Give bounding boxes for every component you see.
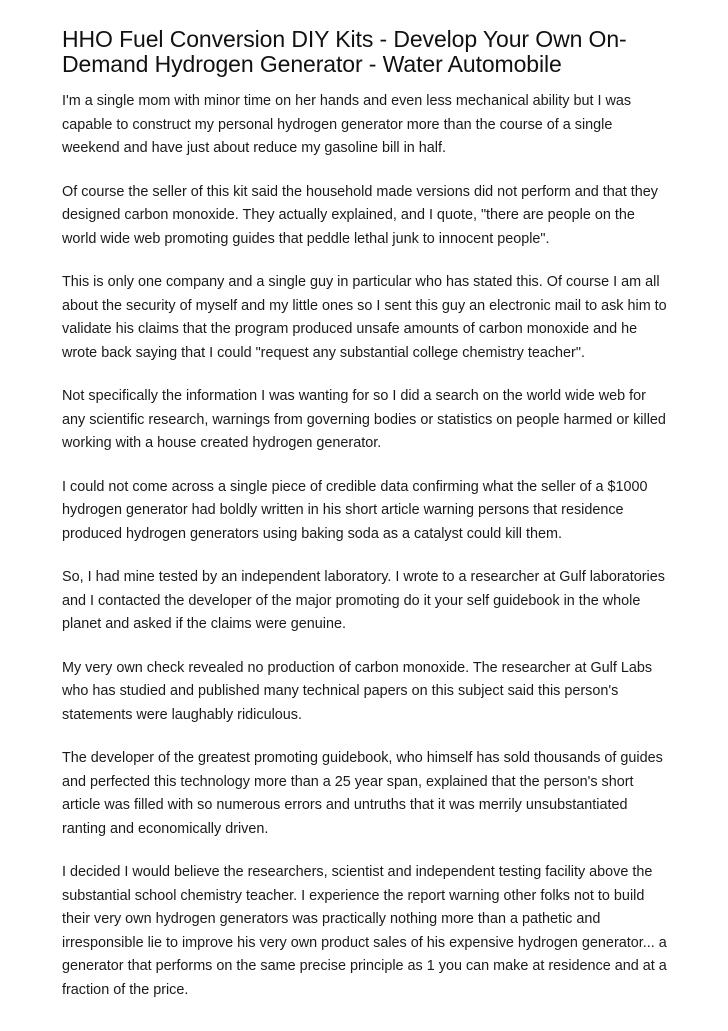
paragraph-1: I'm a single mom with minor time on her hands and even less mechanical ability but I was capable to construct my personal hydrogen generator more than the course of a single weekend and have just about reduce my gasoline bill in half. [62, 93, 632, 156]
paragraph-6: So, I had mine tested by an independent laboratory. I wrote to a researcher at Gulf laboratories and I contacted the developer of the major promoting do it your self guidebook in the whole planet and asked if the claims were genuine. [62, 569, 665, 632]
paragraph-8: The developer of the greatest promoting guidebook, who himself has sold thousands of guides and perfected this technology more than a 25 year span, explained that the person's short article was filled with so numerous errors and untruths that it was merrily unsubstantiated ranting and economically driven. [62, 750, 663, 837]
document-title: HHO Fuel Conversion DIY Kits - Develop Your Own On-Demand Hydrogen Generator - Water Automobile [62, 26, 627, 77]
paragraph-9: I decided I would believe the researchers, scientist and independent testing facility above the substantial school chemistry teacher. I experience the report warning other folks not to build their very own hydrogen generators was practically nothing more than a pathetic and irresponsible lie to improve his very own product sales of his expensive hydrogen generator... a generator that performs on the same precise principle as 1 you can make at residence and at a fraction of the price. [62, 864, 667, 998]
paragraph-2: Of course the seller of this kit said the household made versions did not perform and that they designed carbon monoxide. They actually explained, and I quote, "there are people on the world wide web promoting guides that peddle lethal junk to innocent people". [62, 183, 658, 247]
paragraph-5: I could not come across a single piece of credible data confirming what the seller of a $1000 hydrogen generator had boldly written in his short article warning persons that residence produced hydrogen generators using baking soda as a catalyst could kill them. [62, 478, 648, 542]
paragraph-4: Not specifically the information I was wanting for so I did a search on the world wide web for any scientific research, warnings from governing bodies or statistics on people harmed or killed working with a house created hydrogen generator. [62, 388, 666, 451]
paragraph-3: This is only one company and a single guy in particular who has stated this. Of course I am all about the security of myself and my little ones so I sent this guy an electronic mail to ask him to validate his claims that the program produced unsafe amounts of carbon monoxide and he wrote back saying that I could "request any substantial college chemistry teacher". [62, 274, 667, 361]
paragraph-7: My very own check revealed no production of carbon monoxide. The researcher at Gulf Labs who has studied and published many technical papers on this subject said this person's statements were laughably ridiculous. [62, 659, 653, 723]
